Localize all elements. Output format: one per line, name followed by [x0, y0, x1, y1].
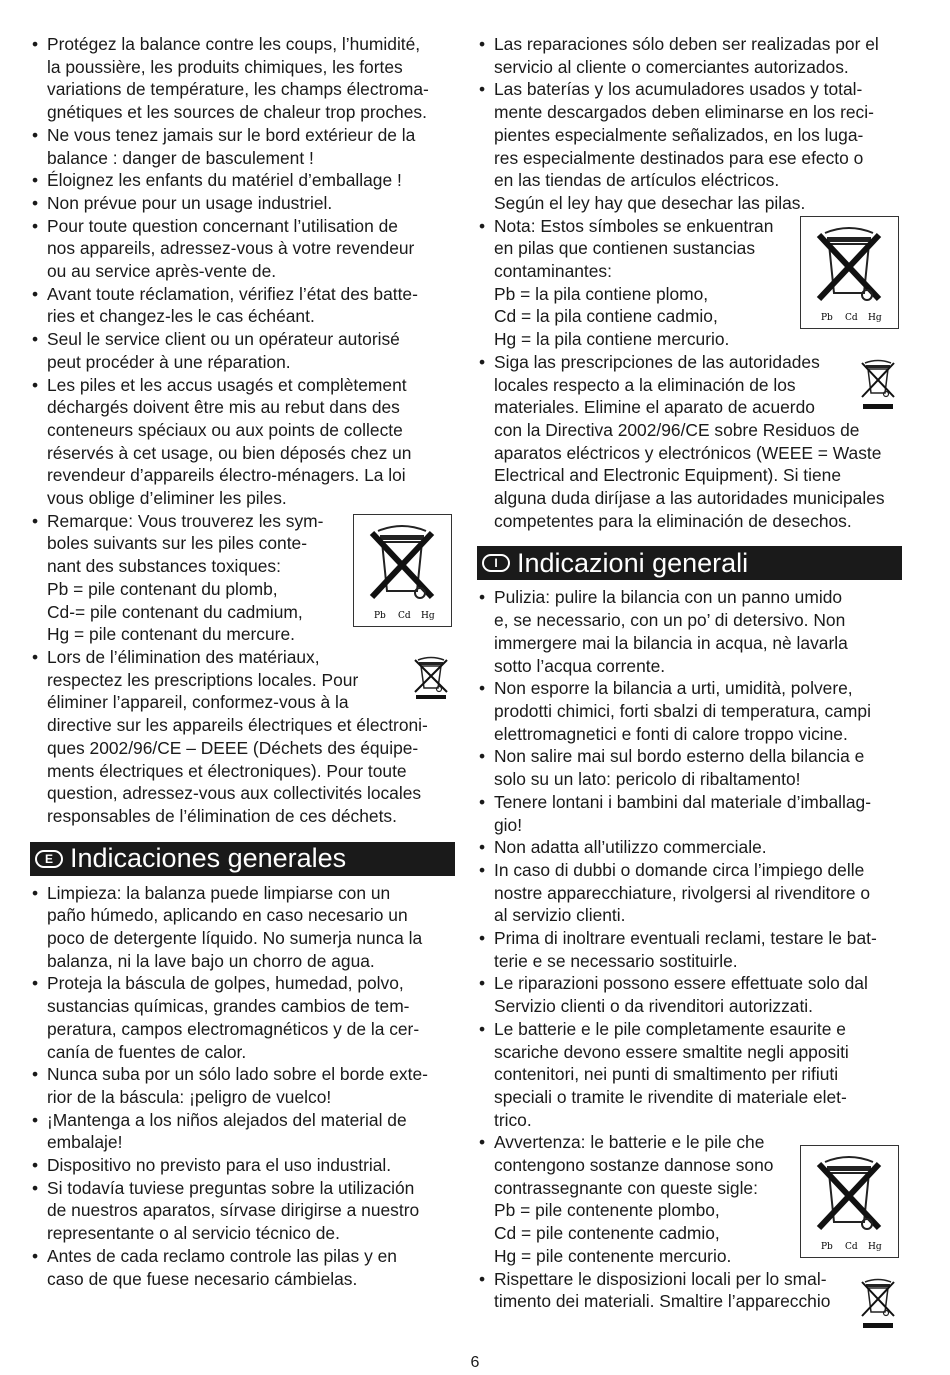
list-item: • Remarque: Vous trouverez les sym- boles suivants sur les piles conte- nant des substances toxiques: Pb = pile contenant du plomb, Cd-= pile contenant du cadmium, Hg = pile contenant du mercure.	[30, 510, 455, 646]
language-badge-i: I	[482, 554, 510, 572]
list-item: • Avvertenza: le batterie e le pile che contengono sostanze dannose sono contrassegnante con queste sigle: Pb = pile contenente plombo, Cd = pile contenente cadmio, Hg = pile contenente mercurio.	[477, 1131, 902, 1267]
list-item: • Les piles et les accus usagés et complètement déchargés doivent être mis au rebut dans des conteneurs spéciaux ou aux points de collecte réservés à cet usage, ou bien déposés chez un revendeur d’appareils électro-ménagers. La loi vous oblige d’eliminer les piles.	[30, 374, 455, 510]
list-item: • Le riparazioni possono essere effettuate solo dal Servizio clienti o da rivenditori autorizzati.	[477, 972, 902, 1017]
weee-crossed-bin-icon	[410, 654, 452, 705]
section-heading-spanish	[30, 842, 455, 876]
list-item: • Limpieza: la balanza puede limpiarse con un paño húmedo, aplicando en caso necesario un poco de detergente líquido. No sumerja nunca la balanza, ni la lave bajo un chorro de agua.	[30, 882, 455, 973]
bin-label: Hg	[868, 313, 882, 323]
bin-label: Pb	[374, 611, 386, 621]
list-item: • Antes de cada reclamo controle las pilas y en caso de que fuese necesario cámbielas.	[30, 1245, 455, 1290]
section-title: Indicaciones generales	[70, 843, 347, 874]
list-item: • Prima di inoltrare eventuali reclami, testare le bat- terie e se necessario sostituirle.	[477, 927, 902, 972]
crossed-out-bin-battery-icon	[800, 1145, 899, 1258]
section-title: Indicazioni generali	[517, 547, 749, 578]
list-item: • Siga las prescripciones de las autoridades locales respecto a la eliminación de los materiales. Elimine el aparato de acuerdo con la Directiva 2002/96/CE sobre Residuos de aparatos eléctricos y electrónicos (WEEE = Waste Electrical and Electronic Equipment). Si tiene alguna duda diríjase a las autoridades municipales competentes para la eliminación de desechos.	[477, 351, 902, 533]
list-item: • Dispositivo no previsto para el uso industrial.	[30, 1154, 455, 1177]
french-list	[30, 33, 455, 828]
list-item: • Avant toute réclamation, vérifiez l’état des batte- ries et changez-les le cas échéant.	[30, 283, 455, 328]
list-item: • Rispettare le disposizioni locali per lo smal- timento dei materiali. Smaltire l’apparecchio	[477, 1268, 902, 1313]
bin-label: Pb	[821, 313, 833, 323]
list-item: • Proteja la báscula de golpes, humedad, polvo, sustancias químicas, grandes cambios de tem- peratura, campos electromagnéticos y de la cer- canía de fuentes de calor.	[30, 972, 455, 1063]
page-number: 6	[470, 1354, 480, 1371]
list-item: • Tenere lontani i bambini dal materiale d’imballag- gio!	[477, 791, 902, 836]
bin-label: Cd	[845, 1242, 858, 1252]
list-item: • Seul le service client ou un opérateur autorisé peut procéder à une réparation.	[30, 328, 455, 373]
left-column	[30, 33, 455, 1290]
list-item: • In caso di dubbi o domande circa l’impiego delle nostre apparecchiature, rivolgersi al rivenditore o al servizio clienti.	[477, 859, 902, 927]
list-item: • Las baterías y los acumuladores usados y total- mente descargados deben eliminarse en los reci- pientes especialmente señalizados, en los luga- res especialmente destinados para ese efecto o en las tiendas de artículos eléctricos. Según el ley hay que desechar las pilas.	[477, 78, 902, 214]
list-item: • Le batterie e le pile completamente esaurite e scariche devono essere smaltite negli appositi contenitori, nei punti di smaltimento per rifiuti speciali o tramite le rivendite di materiale elet- trico.	[477, 1018, 902, 1132]
list-item: • Nota: Estos símboles se enkuentran en pilas que contienen sustancias contaminantes: Pb = la pila contiene plomo, Cd = la pila contiene cadmio, Hg = la pila contiene mercurio.	[477, 215, 902, 351]
weee-crossed-bin-icon	[857, 357, 899, 418]
bin-label: Hg	[868, 1242, 882, 1252]
list-item: • Ne vous tenez jamais sur le bord extérieur de la balance : danger de basculement !	[30, 124, 455, 169]
bin-label: Cd	[845, 313, 858, 323]
language-badge-e: E	[35, 850, 63, 868]
section-heading-italian	[477, 546, 902, 580]
list-item: • Las reparaciones sólo deben ser realizadas por el servicio al cliente o comerciantes autorizados.	[477, 33, 902, 78]
list-item: • Non adatta all’utilizzo commerciale.	[477, 836, 902, 859]
bin-label: Pb	[821, 1242, 833, 1252]
bin-label: Hg	[421, 611, 435, 621]
list-item: • Pulizia: pulire la bilancia con un panno umido e, se necessario, con un po’ di detersivo. Non immergere mai la bilancia in acqua, nè lavarla sotto l’acqua corrente.	[477, 586, 902, 677]
list-item: • Si todavía tuviese preguntas sobre la utilización de nuestros aparatos, sírvase dirigirse a nuestro representante o al servicio técnico de.	[30, 1177, 455, 1245]
list-item: • ¡Mantenga a los niños alejados del material de embalaje!	[30, 1109, 455, 1154]
list-item: • Pour toute question concernant l’utilisation de nos appareils, adressez-vous à votre revendeur ou au service après-vente de.	[30, 215, 455, 283]
list-item: • Lors de l’élimination des matériaux, respectez les prescriptions locales. Pour éliminer l’appareil, conformez-vous à la directive sur les appareils électriques et électroni- ques 2002/96/CE – DEEE (Déchets des équipe- ments électriques et électroniques). Pour toute question, adressez-vous aux collectivités locales responsables de l’élimination de ces déchets.	[30, 646, 455, 828]
bin-label: Cd	[398, 611, 411, 621]
crossed-out-bin-battery-icon	[353, 514, 452, 627]
list-item: • Non salire mai sul bordo esterno della bilancia e solo su un lato: pericolo di ribaltamento!	[477, 745, 902, 790]
crossed-out-bin-battery-icon	[800, 216, 899, 329]
list-item: • Non prévue pour un usage industriel.	[30, 192, 455, 215]
list-item: • Protégez la balance contre les coups, l’humidité, la poussière, les produits chimiques, les fortes variations de température, les champs électroma- gnétiques et les sources de chaleur trop proches.	[30, 33, 455, 124]
list-item: • Non esporre la bilancia a urti, umidità, polvere, prodotti chimici, forti sbalzi di temperatura, campi elettromagnetici e fonti di calore troppo vicine.	[477, 677, 902, 745]
spanish-list	[30, 882, 455, 1291]
list-item: • Nunca suba por un sólo lado sobre el borde exte- rior de la báscula: ¡peligro de vuelco!	[30, 1063, 455, 1108]
weee-crossed-bin-icon	[857, 1276, 899, 1337]
list-item: • Éloignez les enfants du matériel d’emballage !	[30, 169, 455, 192]
